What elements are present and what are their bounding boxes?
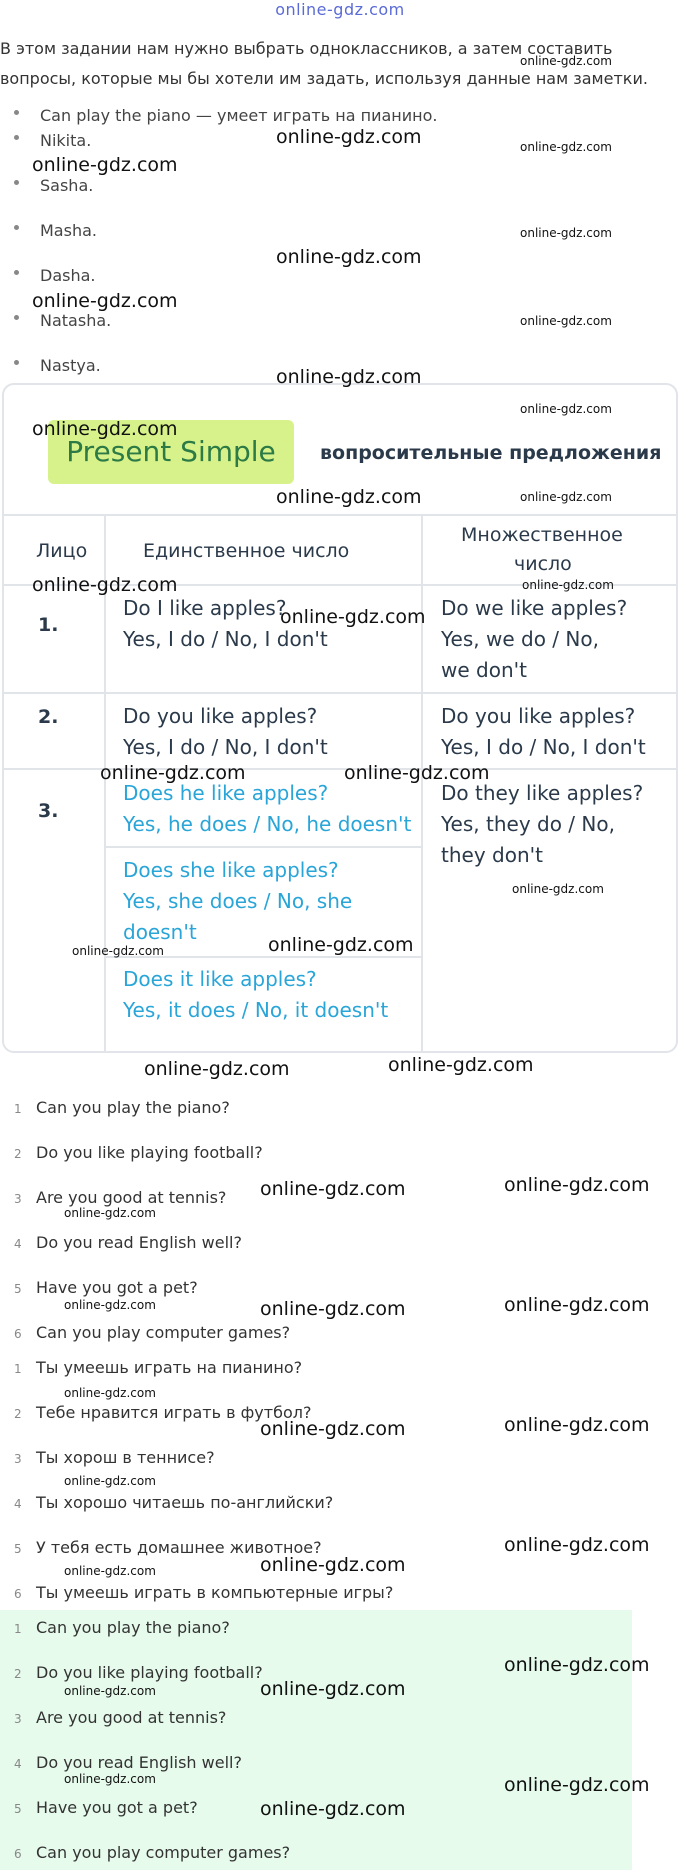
watermark: online-gdz.com: [260, 1178, 406, 1200]
table-cell: Yes, I do / No, I don't: [123, 735, 328, 759]
watermark: online-gdz.com: [388, 1054, 534, 1076]
table-divider: [104, 846, 422, 848]
watermark: online-gdz.com: [276, 366, 422, 388]
table-cell: Yes, she does / No, she: [123, 889, 353, 913]
list-item: Dasha.: [0, 266, 660, 286]
watermark: online-gdz.com: [64, 1684, 156, 1698]
watermark: online-gdz.com: [260, 1298, 406, 1320]
watermark: online-gdz.com: [32, 290, 178, 312]
list-item: Nastya.: [0, 356, 660, 376]
watermark: online-gdz.com: [64, 1564, 156, 1578]
list-item: 5 Have you got a pet?: [14, 1798, 198, 1817]
watermark: online-gdz.com: [260, 1418, 406, 1440]
list-item: 5 Have you got a pet?: [14, 1278, 198, 1297]
watermark: online-gdz.com: [64, 1386, 156, 1400]
table-cell: Do we like apples?: [441, 596, 628, 620]
bullet-icon: [14, 360, 19, 365]
list-item: Can play the piano — умеет играть на пианино.: [0, 106, 660, 126]
watermark: online-gdz.com: [512, 882, 604, 896]
watermark: online-gdz.com: [260, 1678, 406, 1700]
row-number: 1.: [38, 614, 59, 636]
table-cell: Yes, they do / No,: [441, 812, 615, 836]
watermark: online-gdz.com: [268, 934, 414, 956]
table-cell: Yes, we do / No,: [441, 627, 599, 651]
table-cell: doesn't: [123, 920, 197, 944]
present-simple-badge: Present Simple: [48, 420, 294, 484]
table-cell: Does he like apples?: [123, 781, 329, 805]
watermark: online-gdz.com: [504, 1774, 650, 1796]
bullet-icon: [14, 110, 19, 115]
list-item: 6 Ты умеешь играть в компьютерные игры?: [14, 1583, 394, 1602]
watermark: online-gdz.com: [32, 574, 178, 596]
watermark: online-gdz.com: [520, 314, 612, 328]
watermark: online-gdz.com: [276, 126, 422, 148]
row-number: 3.: [38, 800, 59, 822]
watermark: online-gdz.com: [144, 1058, 290, 1080]
header-plural: Множественное: [461, 524, 623, 546]
watermark: online-gdz.com: [504, 1534, 650, 1556]
watermark: online-gdz.com: [64, 1298, 156, 1312]
table-cell: Yes, he does / No, he doesn't: [123, 812, 412, 836]
bullet-icon: [14, 135, 19, 140]
list-item: Natasha.: [0, 311, 660, 331]
bullet-icon: [14, 180, 19, 185]
table-cell: Yes, I do / No, I don't: [123, 627, 328, 651]
watermark: online-gdz.com: [276, 486, 422, 508]
watermark: online-gdz.com: [520, 226, 612, 240]
list-item: 3 Are you good at tennis?: [14, 1188, 227, 1207]
watermark: online-gdz.com: [280, 606, 426, 628]
bullet-icon: [14, 225, 19, 230]
table-cell: Do you like apples?: [123, 704, 318, 728]
list-item: 2 Do you like playing football?: [14, 1143, 263, 1162]
watermark: online-gdz.com: [504, 1414, 650, 1436]
header-person: Лицо: [36, 540, 88, 562]
table-cell: Do I like apples?: [123, 596, 287, 620]
bullet-icon: [14, 270, 19, 275]
watermark: online-gdz.com: [276, 246, 422, 268]
table-cell: Do they like apples?: [441, 781, 644, 805]
table-cell: Yes, I do / No, I don't: [441, 735, 646, 759]
list-item: Sasha.: [0, 176, 660, 196]
list-item: 1 Can you play the piano?: [14, 1618, 230, 1637]
watermark: online-gdz.com: [260, 1798, 406, 1820]
watermark: online-gdz.com: [32, 418, 178, 440]
grammar-subtitle: вопросительные предложения: [320, 442, 662, 464]
list-item: 3 Ты хорош в теннисе?: [14, 1448, 215, 1467]
watermark: online-gdz.com: [520, 490, 612, 504]
list-item: 1 Ты умеешь играть на пианино?: [14, 1358, 303, 1377]
list-item: 1 Can you play the piano?: [14, 1098, 230, 1117]
watermark: online-gdz.com: [260, 1554, 406, 1576]
watermark: online-gdz.com: [504, 1294, 650, 1316]
list-item: Nikita.: [0, 131, 660, 151]
table-cell: Does she like apples?: [123, 858, 339, 882]
list-item: 6 Can you play computer games?: [14, 1323, 291, 1342]
table-cell: we don't: [441, 658, 527, 682]
watermark: online-gdz.com: [64, 1206, 156, 1220]
table-cell: Yes, it does / No, it doesn't: [123, 998, 389, 1022]
watermark: online-gdz.com: [520, 402, 612, 416]
list-item: 5 У тебя есть домашнее животное?: [14, 1538, 322, 1557]
watermark: online-gdz.com: [520, 54, 612, 68]
table-cell: Do you like apples?: [441, 704, 636, 728]
watermark: online-gdz.com: [64, 1474, 156, 1488]
answer-panel: [0, 1610, 632, 1870]
watermark: online-gdz.com: [100, 762, 246, 784]
list-item: 4 Ты хорошо читаешь по-английски?: [14, 1493, 334, 1512]
header-plural: число: [514, 553, 572, 575]
list-item: 6 Can you play computer games?: [14, 1843, 291, 1862]
watermark: online-gdz.com: [520, 140, 612, 154]
site-header-logo[interactable]: online-gdz.com: [275, 0, 405, 19]
watermark: online-gdz.com: [64, 1772, 156, 1786]
list-item: 4 Do you read English well?: [14, 1233, 242, 1252]
intro-text: В этом задании нам нужно выбрать одноклассников, а затем составить вопросы, которые мы бы хотели им задать, используя данные нам заметки.: [0, 39, 648, 88]
list-item: 4 Do you read English well?: [14, 1753, 242, 1772]
list-item: 3 Are you good at tennis?: [14, 1708, 227, 1727]
table-cell: they don't: [441, 843, 543, 867]
list-item: Masha.: [0, 221, 660, 241]
list-item: 2 Do you like playing football?: [14, 1663, 263, 1682]
watermark: online-gdz.com: [72, 944, 164, 958]
list-item: 2 Тебе нравится играть в футбол?: [14, 1403, 312, 1422]
watermark: online-gdz.com: [504, 1654, 650, 1676]
watermark: online-gdz.com: [504, 1174, 650, 1196]
row-number: 2.: [38, 706, 59, 728]
watermark: online-gdz.com: [522, 578, 614, 592]
header-singular: Единственное число: [143, 540, 350, 562]
table-cell: Does it like apples?: [123, 967, 317, 991]
watermark: online-gdz.com: [32, 154, 178, 176]
watermark: online-gdz.com: [344, 762, 490, 784]
bullet-icon: [14, 315, 19, 320]
